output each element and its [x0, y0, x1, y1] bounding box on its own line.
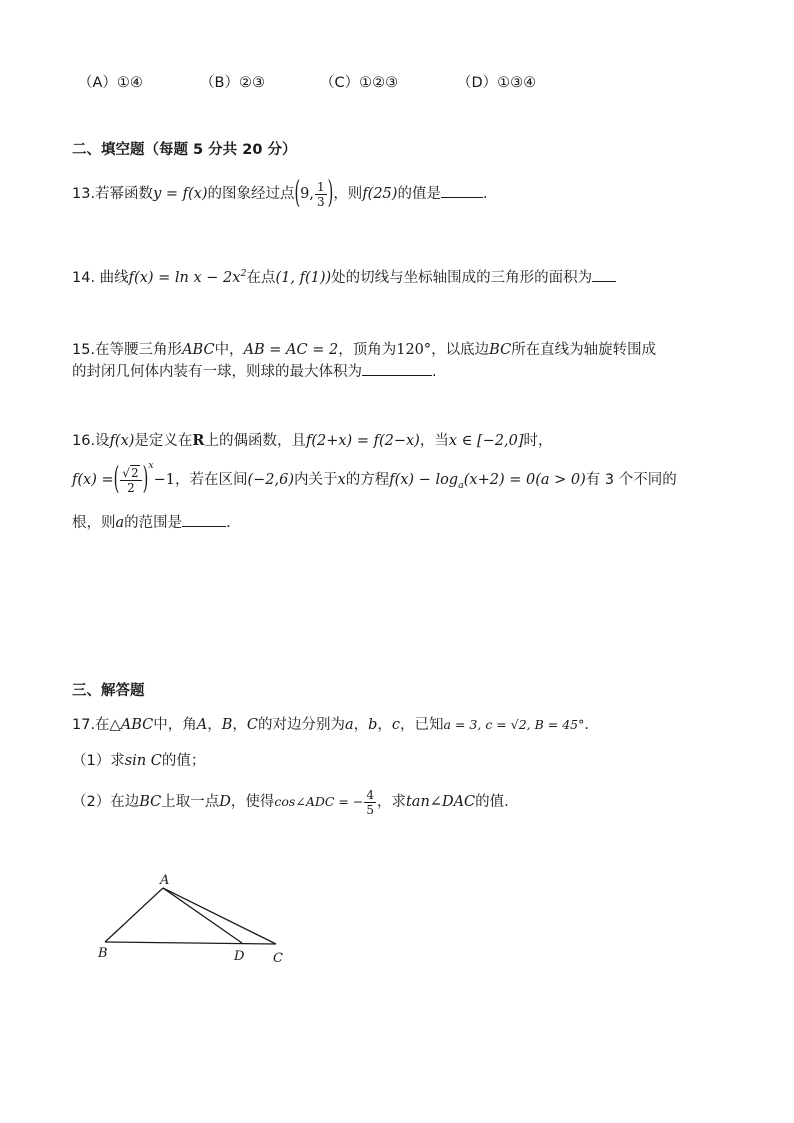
question-16-line3: 根，则a的范围是 . [72, 515, 231, 531]
answer-blank [592, 280, 616, 282]
answer-blank [182, 525, 226, 527]
triangle-figure [90, 868, 300, 968]
segment-ab [105, 888, 163, 942]
section-2-title: 二、填空题（每题 5 分共 20 分） [72, 142, 297, 158]
option-a: （A）①④ [78, 75, 143, 91]
segment-ac [163, 888, 276, 944]
answer-blank [362, 374, 432, 376]
option-d: （D）①③④ [457, 75, 537, 91]
label-d: D [234, 949, 245, 964]
question-15-line1: 15.在等腰三角形ABC中，AB = AC = 2，顶角为120°，以底边BC所在直线为轴旋转围成 [72, 342, 657, 358]
question-17-part1: （1）求sin C的值； [72, 753, 206, 769]
question-17-part2: （2）在边BC上取一点D，使得cos∠ADC = − $\frac{4}{5}$ ，求tan∠DAC的值. [72, 787, 509, 817]
option-c: （C）①②③ [320, 75, 399, 91]
label-b: B [98, 946, 108, 961]
option-b: （B）②③ [200, 75, 265, 91]
question-16-line1: 16.设f(x)是定义在R上的偶函数，且f(2+x) = f(2−x)，当x ∈ [−2,0]时， [72, 432, 553, 449]
question-14: 14. 曲线$f(x) = \ln x - 2x^2$在点(1, f(1))处的切线与坐标轴围成的三角形的面积为 [72, 266, 616, 287]
segment-ad [163, 888, 242, 943]
question-17-line1: 17.在△ABC中，角A，B，C的对边分别为a，b，c，已知a = 3, c = √2, B = 45°. [72, 717, 589, 733]
answer-blank [441, 196, 483, 198]
question-15-line2: 的封闭几何体内装有一球，则球的最大体积为 . [72, 364, 437, 380]
label-c: C [273, 951, 283, 966]
label-a: A [160, 873, 170, 888]
question-16-line2: f(x) =( $\frac{√2}{2}$ )$^x$−1，若在区间(−2,6)内关于x的方程$f(x) - \log_a(x+2) = 0(a > 0)$有 3 个不同的 [72, 460, 677, 497]
q12-options [78, 71, 143, 92]
question-13: 13.若幂函数y = f(x)的图象经过点(9, $\frac{1}{3}$ )，则f(25)的值是 . [72, 177, 488, 211]
segment-bc [105, 942, 276, 944]
section-3-title: 三、解答题 [72, 683, 145, 699]
